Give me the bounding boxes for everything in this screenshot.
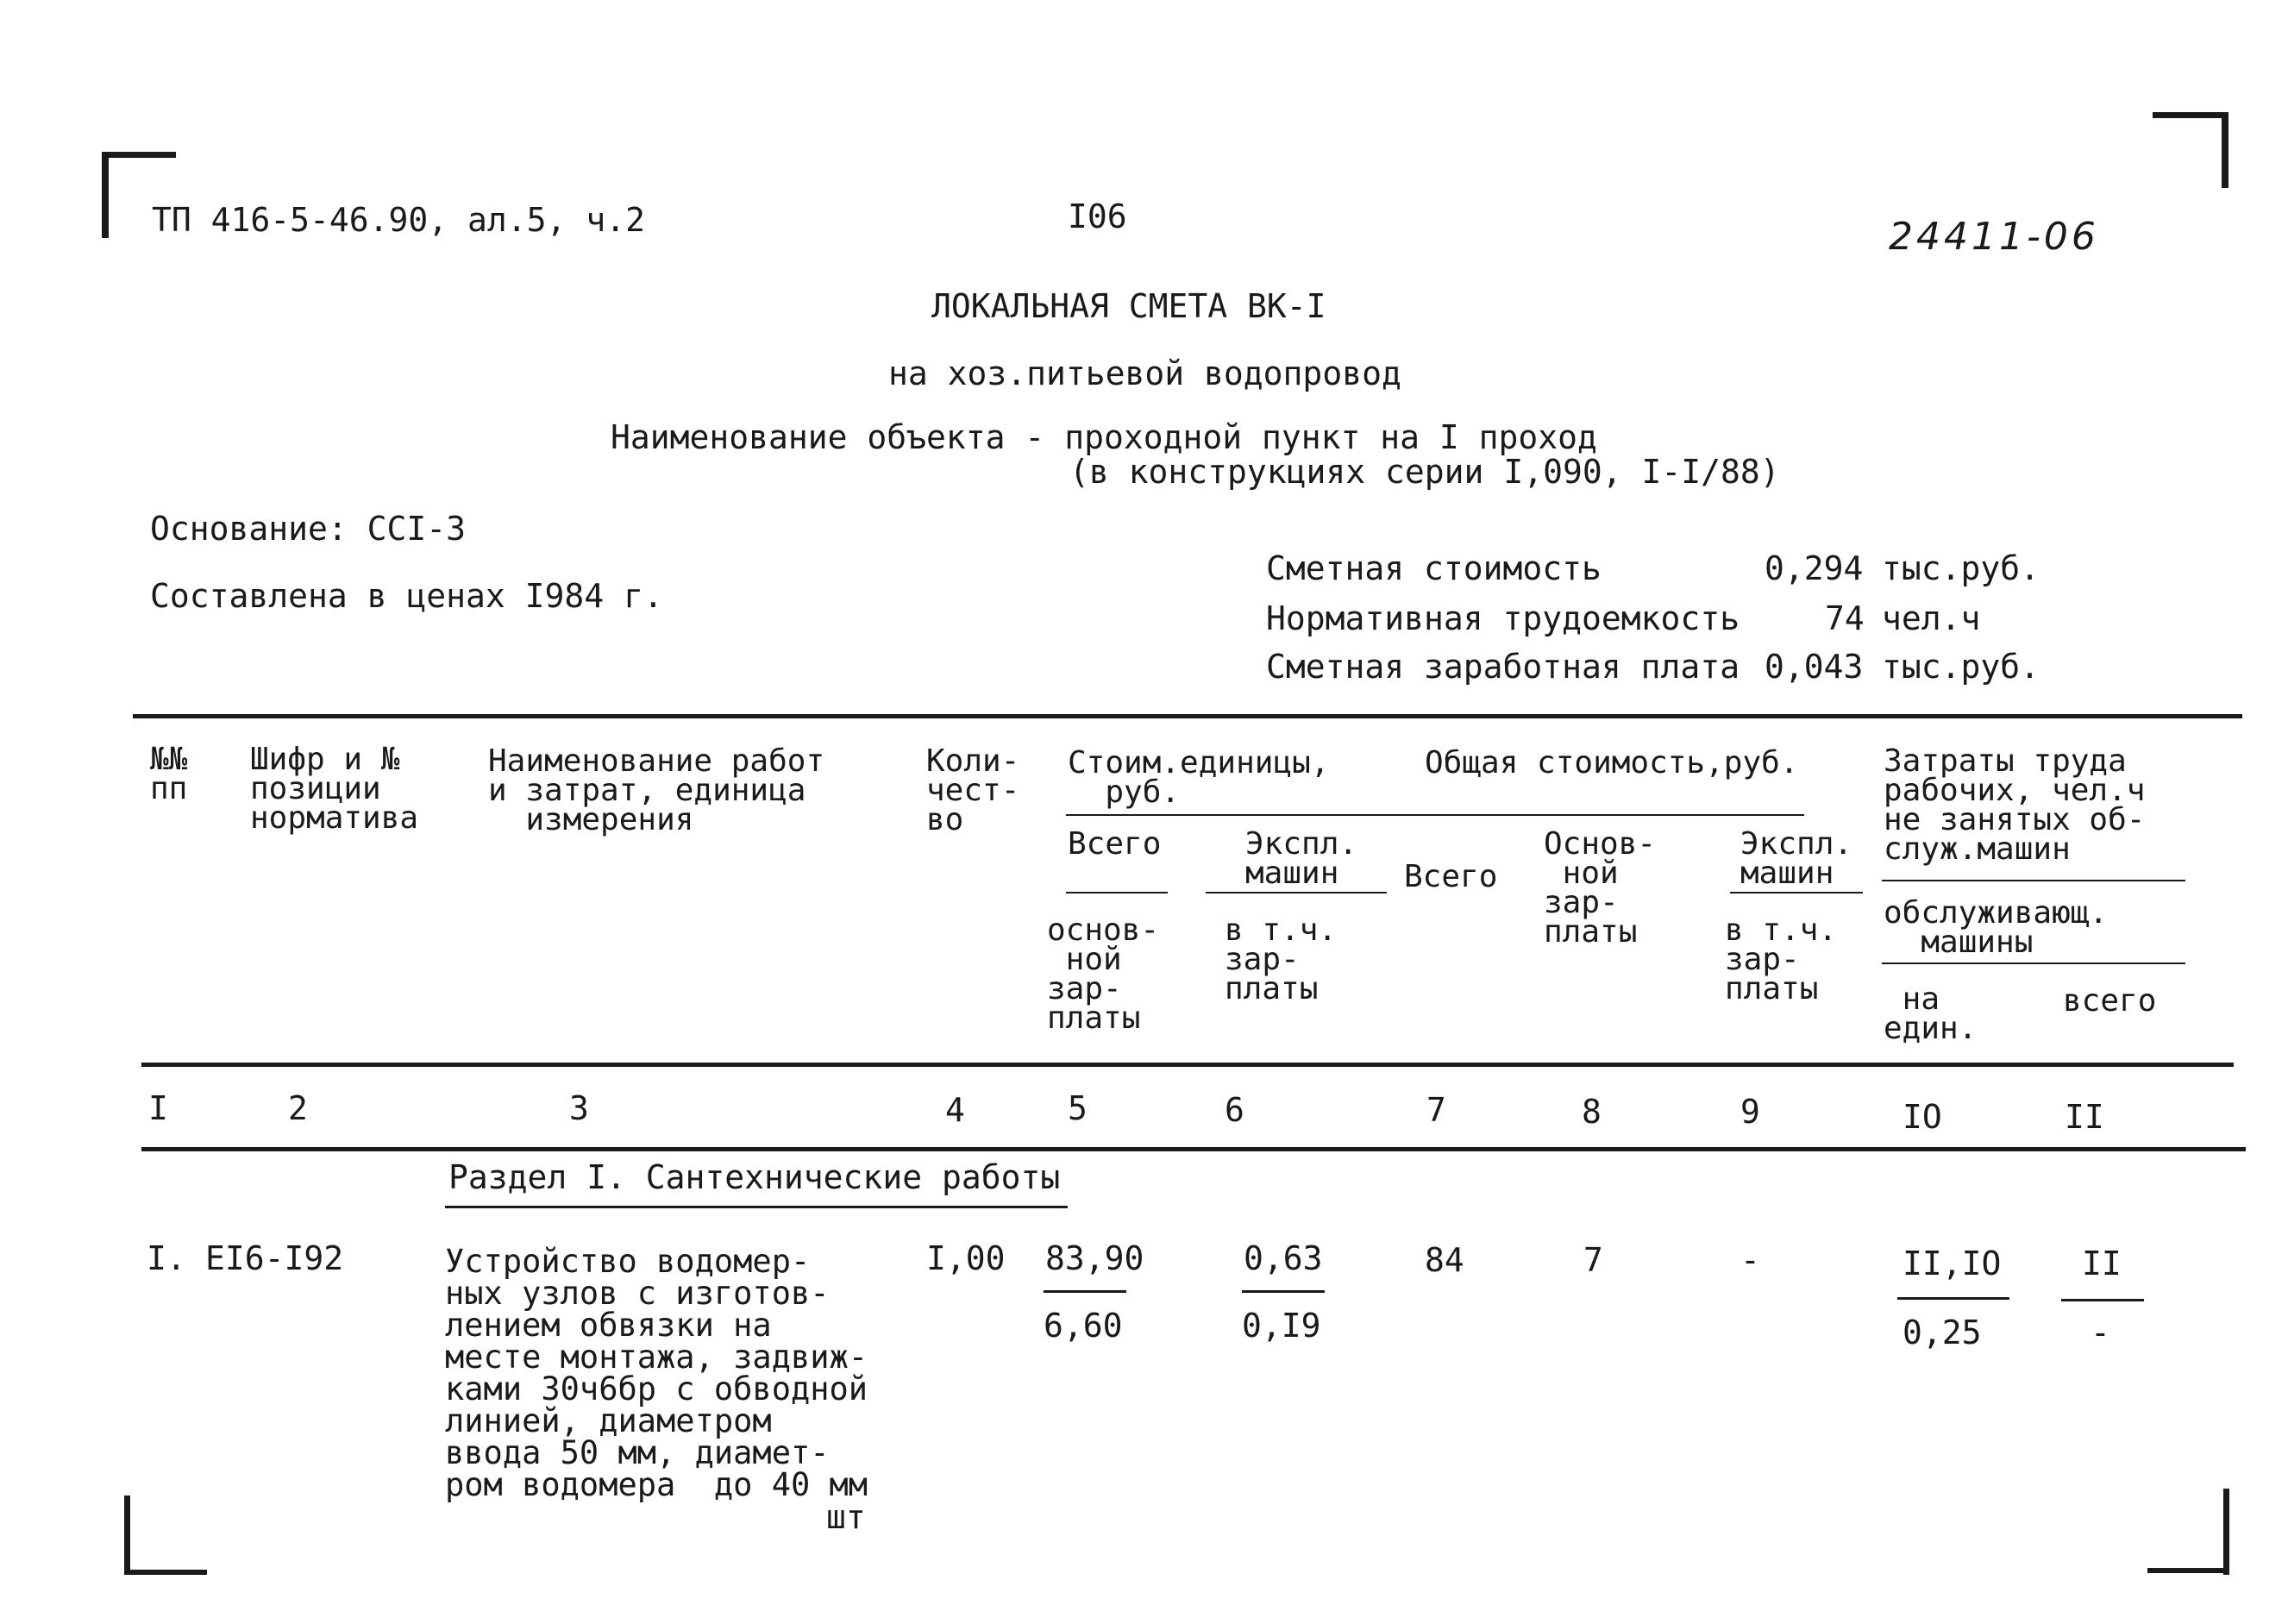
col-header-uc-incl-wage: в т.ч. зар- платы: [1225, 912, 1338, 1006]
basis-text: Основание: CCI-3: [150, 510, 467, 548]
column-number: 2: [288, 1089, 308, 1127]
column-number: II: [2065, 1098, 2104, 1136]
col-header-labor-per-unit: на един.: [1884, 981, 1978, 1046]
row-code: EI6-I92: [205, 1239, 344, 1277]
row-total-cost-basic-wage: 7: [1583, 1241, 1603, 1279]
section-title-underline: [445, 1206, 1068, 1208]
handwritten-code: 24411-06: [1889, 215, 2099, 259]
corner-mark-bottom-left-h: [124, 1570, 207, 1575]
labor-intensity-label: Нормативная трудоемкость: [1266, 599, 1740, 637]
header-divider-cost: [1066, 814, 1804, 816]
column-number: 7: [1426, 1091, 1446, 1129]
header-divider-labor-2: [1882, 962, 2185, 964]
estimated-wage-label: Сметная заработная плата: [1266, 648, 1740, 686]
object-name-line2: (в конструкциях серии I,090, I-I/88): [1069, 453, 1780, 491]
col-header-num: №№ пп: [150, 742, 188, 806]
column-number: 3: [569, 1089, 589, 1127]
object-name-line1: Наименование объекта - проходной пункт на I проход: [611, 418, 1597, 456]
corner-mark-top-left-h: [102, 152, 176, 158]
header-divider-uc-all: [1066, 892, 1168, 894]
corner-mark-top-right-h: [2153, 112, 2228, 118]
column-number: 6: [1225, 1091, 1244, 1129]
corner-mark-top-left: [102, 152, 109, 238]
page-number: I06: [1068, 198, 1127, 235]
col-header-labor-total: всего: [2063, 983, 2157, 1019]
section-title: Раздел I. Сантехнические работы: [448, 1158, 1061, 1196]
corner-mark-bottom-left: [124, 1495, 130, 1575]
corner-mark-bottom-right: [2223, 1489, 2229, 1575]
col-header-tc-basic-wage: Основ- ной зар- платы: [1544, 826, 1657, 950]
row-unit-cost-basic-wage: 6,60: [1044, 1307, 1123, 1345]
column-numbers-bottom-border: [141, 1147, 2246, 1151]
row-labor-total-serving: -: [2091, 1314, 2110, 1351]
page-subtitle: на хоз.питьевой водопровод: [888, 354, 1401, 392]
col-header-name: Наименование работ и затрат, единица измерения: [488, 743, 825, 837]
column-number: 8: [1582, 1093, 1602, 1131]
labor-intensity-value: 74: [1825, 599, 1865, 637]
header-divider-labor-1: [1882, 880, 2185, 881]
column-number: 4: [945, 1091, 965, 1129]
estimated-cost-unit: тыс.руб.: [1882, 549, 2040, 587]
col-header-tc-all: Всего: [1404, 859, 1498, 894]
page-title: ЛОКАЛЬНАЯ СМЕТА ВК-I: [931, 287, 1326, 325]
estimated-wage-unit: тыс.руб.: [1882, 648, 2040, 686]
estimated-cost-value: 0,294: [1765, 549, 1864, 587]
col-header-uc-all: Всего: [1068, 826, 1162, 862]
fraction-line: [1242, 1290, 1325, 1293]
estimated-cost-label: Сметная стоимость: [1266, 549, 1602, 587]
row-total-cost-all: 84: [1425, 1241, 1464, 1279]
row-labor-per-unit-serving: 0,25: [1902, 1314, 1982, 1351]
column-number: IO: [1902, 1098, 1942, 1136]
fraction-line: [1044, 1290, 1126, 1293]
corner-mark-top-right: [2222, 112, 2228, 188]
row-unit-cost-machines-wage: 0,I9: [1242, 1307, 1321, 1345]
header-divider-tc-machines: [1730, 892, 1863, 894]
row-quantity: I,00: [926, 1239, 1006, 1277]
col-header-total-cost: Общая стоимость,руб.: [1425, 745, 1799, 781]
row-total-cost-machines: -: [1740, 1241, 1760, 1279]
labor-intensity-unit: чел.ч: [1882, 599, 1981, 637]
col-header-uc-basic-wage: основ- ной зар- платы: [1047, 912, 1160, 1036]
col-header-labor-serving: обслуживающ. машины: [1884, 895, 2109, 960]
row-unit-cost-machines: 0,63: [1244, 1239, 1323, 1277]
row-number: I.: [147, 1239, 186, 1277]
fraction-line: [1897, 1297, 2009, 1300]
column-number: 9: [1740, 1093, 1760, 1131]
fraction-line: [2061, 1299, 2144, 1301]
corner-mark-bottom-right-h: [2147, 1568, 2229, 1573]
col-header-tc-incl-wage: в т.ч. зар- платы: [1725, 912, 1838, 1006]
price-year-text: Составлена в ценах I984 г.: [150, 577, 663, 615]
column-number: 5: [1068, 1089, 1088, 1127]
row-unit: шт: [826, 1498, 866, 1536]
row-work-description: Устройство водомер- ных узлов с изготов- лением обвязки на месте монтажа, задвиж- ками 30ч6бр с обводной линией, диаметром ввода 50 мм, диамет- ром водомера до 40 мм: [445, 1243, 868, 1503]
row-labor-per-unit: II,IO: [1902, 1245, 2002, 1282]
row-unit-cost-all: 83,90: [1045, 1239, 1144, 1277]
col-header-tc-machines: Экспл. машин: [1740, 826, 1853, 891]
col-header-uc-machines: Экспл. машин: [1245, 826, 1358, 891]
estimated-wage-value: 0,043: [1765, 648, 1864, 686]
column-number: I: [148, 1089, 168, 1127]
table-header-bottom-border: [141, 1063, 2234, 1067]
col-header-qty: Коли- чест- во: [926, 743, 1020, 837]
row-labor-total: II: [2082, 1245, 2122, 1282]
col-header-code: Шифр и № позиции норматива: [250, 742, 419, 836]
col-header-unit-cost: Стоим.единицы, руб.: [1068, 745, 1330, 810]
col-header-labor: Затраты труда рабочих, чел.ч не занятых об- служ.машин: [1884, 743, 2146, 867]
table-top-border: [133, 714, 2242, 718]
doc-reference: ТП 416-5-46.90, ал.5, ч.2: [152, 201, 645, 239]
header-divider-uc-machines: [1206, 892, 1387, 894]
